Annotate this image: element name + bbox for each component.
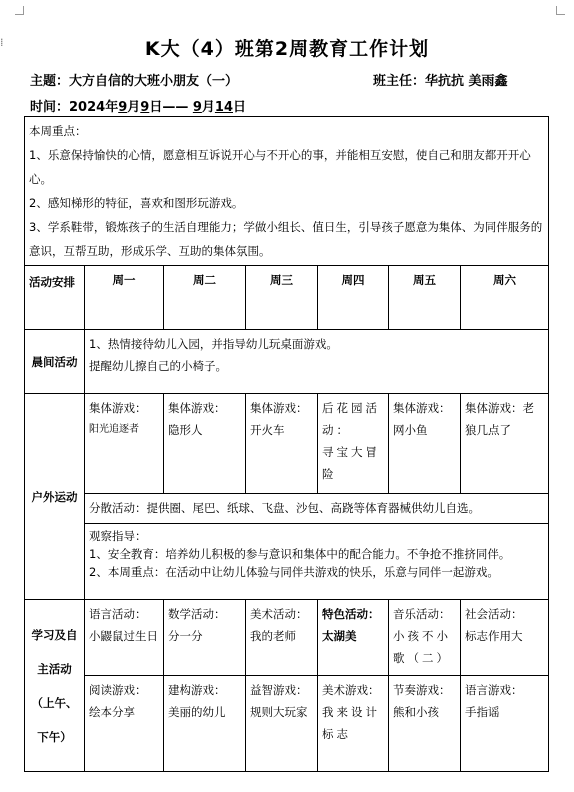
outdoor-game-cell[interactable]	[246, 394, 318, 494]
study-cell[interactable]	[85, 600, 164, 676]
study-cell[interactable]	[389, 676, 461, 772]
study-cell[interactable]	[461, 600, 549, 676]
study-name: 熊和小孩	[393, 705, 439, 719]
study-title: 语言活动：	[89, 607, 147, 621]
study-name: 分一分	[168, 629, 203, 643]
time-line	[30, 96, 246, 115]
study-cell[interactable]	[318, 600, 389, 676]
study-name: 规则大玩家	[250, 705, 308, 719]
time-text: 日——	[149, 100, 193, 115]
plan-table	[24, 116, 549, 772]
focus-cell[interactable]	[25, 117, 549, 266]
teacher-line	[373, 70, 508, 89]
outdoor-observe-cell[interactable]	[85, 524, 549, 600]
time-month-end: 9	[192, 100, 202, 115]
study-title: 阅读游戏：	[89, 683, 147, 697]
header-day[interactable]: 周三	[246, 266, 318, 330]
morning-label[interactable]: 晨间活动	[25, 330, 85, 394]
teacher-label: 班主任：	[373, 74, 426, 89]
theme-value: 大方自信的大班小朋友（一）	[69, 74, 239, 89]
morning-row	[25, 330, 549, 394]
study-label[interactable]: 学习及自主活动（上午、下午）	[25, 600, 85, 772]
focus-item: 1、乐意保持愉快的心情，愿意相互诉说开心与不开心的事，并能相互安慰，使自己和朋友都开开心心。	[29, 148, 531, 186]
study-name: 太湖美	[322, 629, 357, 643]
page-title: K大（4）班第2周教育工作计划	[144, 38, 430, 60]
game-title: 集体游戏：	[250, 401, 308, 415]
page-corner-mark-left	[15, 6, 24, 15]
study-name: 标志作用大	[465, 629, 523, 643]
game-name: 网小鱼	[393, 423, 428, 437]
study-title: 益智游戏：	[250, 683, 308, 697]
study-name: 绘本分享	[89, 705, 135, 719]
focus-heading: 本周重点：	[29, 124, 87, 138]
game-name: 开火车	[250, 423, 285, 437]
game-title: 集体游戏：老狼几点了	[465, 401, 534, 437]
time-text: 月	[201, 100, 215, 115]
study-title: 特色活动：	[322, 607, 380, 621]
time-day-start: 9	[140, 100, 150, 115]
theme-label: 主题：	[30, 74, 70, 89]
outdoor-game-cell[interactable]	[85, 394, 164, 494]
game-name: 寻宝大冒险	[322, 445, 380, 481]
observe-line: 1、安全教育：培养幼儿积极的参与意识和集体中的配合能力。不争抢不推挤同伴。	[89, 547, 511, 561]
study-name: 小鼹鼠过生日	[89, 629, 158, 643]
morning-cell[interactable]	[85, 330, 549, 394]
header-day[interactable]: 周五	[389, 266, 461, 330]
study-cell[interactable]	[164, 600, 246, 676]
header-day[interactable]: 周六	[461, 266, 549, 330]
study-name: 我的老师	[250, 629, 296, 643]
morning-line: 提醒幼儿擦自己的小椅子。	[89, 359, 227, 373]
outdoor-games-row	[25, 394, 549, 494]
header-row	[25, 266, 549, 330]
game-title: 集体游戏：	[168, 401, 226, 415]
outdoor-scatter-row	[25, 494, 549, 524]
morning-line: 1、热情接待幼儿入园，并指导幼儿玩桌面游戏。	[89, 337, 338, 351]
study-name: 小孩不小歌（二）	[393, 629, 451, 665]
study-cell[interactable]	[164, 676, 246, 772]
observe-heading: 观察指导：	[89, 529, 147, 543]
observe-line: 2、本周重点：在活动中让幼儿体验与同伴共游戏的快乐，乐意与同伴一起游戏。	[89, 565, 499, 579]
study-cell[interactable]	[246, 676, 318, 772]
study-name: 美丽的幼儿	[168, 705, 226, 719]
study-name: 手指谣	[465, 705, 500, 719]
outdoor-scatter-cell[interactable]: 分散活动：提供圈、尾巴、纸球、飞盘、沙包、高跷等体育器械供幼儿自选。	[85, 494, 549, 524]
theme-line	[30, 70, 238, 89]
outdoor-game-cell[interactable]	[389, 394, 461, 494]
study-title: 节奏游戏：	[393, 683, 451, 697]
outdoor-game-cell[interactable]	[164, 394, 246, 494]
game-name: 隐形人	[168, 423, 203, 437]
outdoor-label[interactable]: 户外运动	[25, 394, 85, 600]
study-title: 数学活动：	[168, 607, 226, 621]
teacher-value: 华抗抗 美雨鑫	[425, 74, 508, 89]
focus-item: 2、感知梯形的特征，喜欢和图形玩游戏。	[29, 196, 244, 210]
game-name: 阳光追逐者	[89, 424, 139, 435]
game-title: 后花园活动：	[322, 401, 380, 437]
study-cell[interactable]	[461, 676, 549, 772]
study-title: 语言游戏：	[465, 683, 523, 697]
study-title: 美术游戏：	[322, 683, 380, 697]
header-day[interactable]: 周四	[318, 266, 389, 330]
study-cell[interactable]	[389, 600, 461, 676]
study-title: 建构游戏：	[168, 683, 226, 697]
page-corner-mark-right	[556, 6, 565, 15]
study-title: 音乐活动：	[393, 607, 451, 621]
header-day[interactable]: 周二	[164, 266, 246, 330]
time-label: 时间：	[30, 100, 70, 115]
study-row-1	[25, 600, 549, 676]
header-label[interactable]: 活动安排	[25, 266, 85, 330]
study-cell[interactable]	[85, 676, 164, 772]
header-day[interactable]: 周一	[85, 266, 164, 330]
game-title: 集体游戏：	[89, 401, 147, 415]
study-row-2	[25, 676, 549, 772]
study-title: 社会活动：	[465, 607, 523, 621]
move-handle-icon[interactable]: ⁞	[0, 36, 4, 49]
time-day-end: 14	[214, 100, 233, 115]
study-name: 我来设计标志	[322, 705, 380, 741]
study-cell[interactable]	[246, 600, 318, 676]
outdoor-game-cell[interactable]	[461, 394, 549, 494]
time-month-start: 9	[118, 100, 128, 115]
time-text: 日	[233, 100, 247, 115]
game-title: 集体游戏：	[393, 401, 451, 415]
focus-item: 3、学系鞋带，锻炼孩子的生活自理能力；学做小组长、值日生，引导孩子愿意为集体、为同伴服务的意识，互帮互助，形成乐学、互助的集体氛围。	[29, 220, 543, 258]
study-cell[interactable]	[318, 676, 389, 772]
study-title: 美术活动：	[250, 607, 308, 621]
outdoor-observe-row	[25, 524, 549, 600]
focus-row	[25, 117, 549, 266]
time-text: 月	[127, 100, 141, 115]
time-year: 2024年	[69, 100, 119, 115]
outdoor-game-cell[interactable]	[318, 394, 389, 494]
